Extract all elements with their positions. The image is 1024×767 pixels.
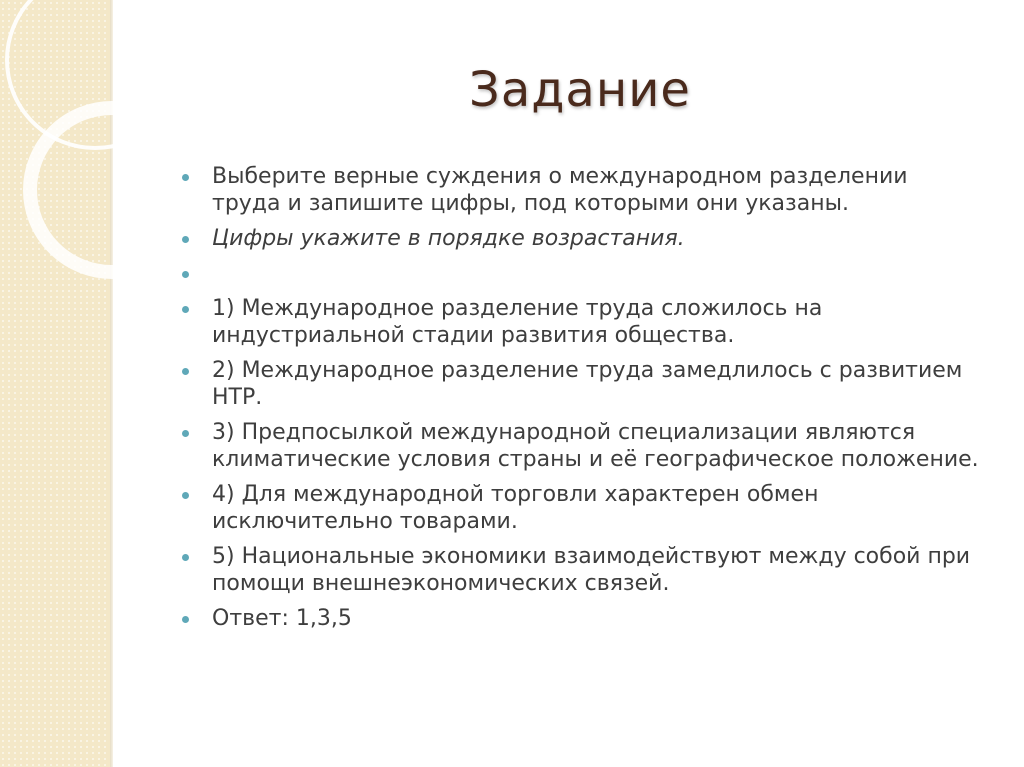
list-item (180, 481, 980, 535)
list-item (180, 225, 980, 252)
bullet-icon (182, 271, 189, 278)
list-item (180, 543, 980, 597)
content-list (180, 163, 980, 640)
list-item-text: 4) Для международной торговли характерен обмен исключительно товарами. (212, 482, 819, 534)
decorative-circles (0, 0, 140, 320)
list-item-text: Цифры укажите в порядке возрастания. (212, 226, 685, 251)
list-item-text: Выберите верные суждения о международном разделении труда и запишите цифры, под которыми они указаны. (212, 164, 908, 216)
bullet-icon (182, 554, 189, 561)
bullet-icon (182, 368, 189, 375)
list-item-text: Ответ: 1,3,5 (212, 606, 352, 631)
list-item-text: 5) Национальные экономики взаимодействуют между собой при помощи внешнеэкономических связей. (212, 544, 971, 596)
list-item (180, 163, 980, 217)
bullet-icon (182, 236, 189, 243)
bullet-icon (182, 492, 189, 499)
list-item (180, 605, 980, 632)
bullet-icon (182, 430, 189, 437)
decorative-circle-ring (30, 108, 140, 272)
list-item-text: 3) Предпосылкой международной специализации являются климатические условия страны и её географическое положение. (212, 420, 979, 472)
list-item (180, 419, 980, 473)
list-item (180, 260, 980, 287)
bullet-icon (182, 616, 189, 623)
list-item-text: 1) Международное разделение труда сложилось на индустриальной стадии развития общества. (212, 296, 823, 348)
decorative-circle-large (7, 0, 140, 148)
list-item (180, 357, 980, 411)
bullet-icon (182, 306, 189, 313)
bullet-icon (182, 174, 189, 181)
list-item (180, 295, 980, 349)
list-item-text: 2) Международное разделение труда замедлилось с развитием НТР. (212, 358, 963, 410)
slide-title: Задание (469, 62, 691, 118)
